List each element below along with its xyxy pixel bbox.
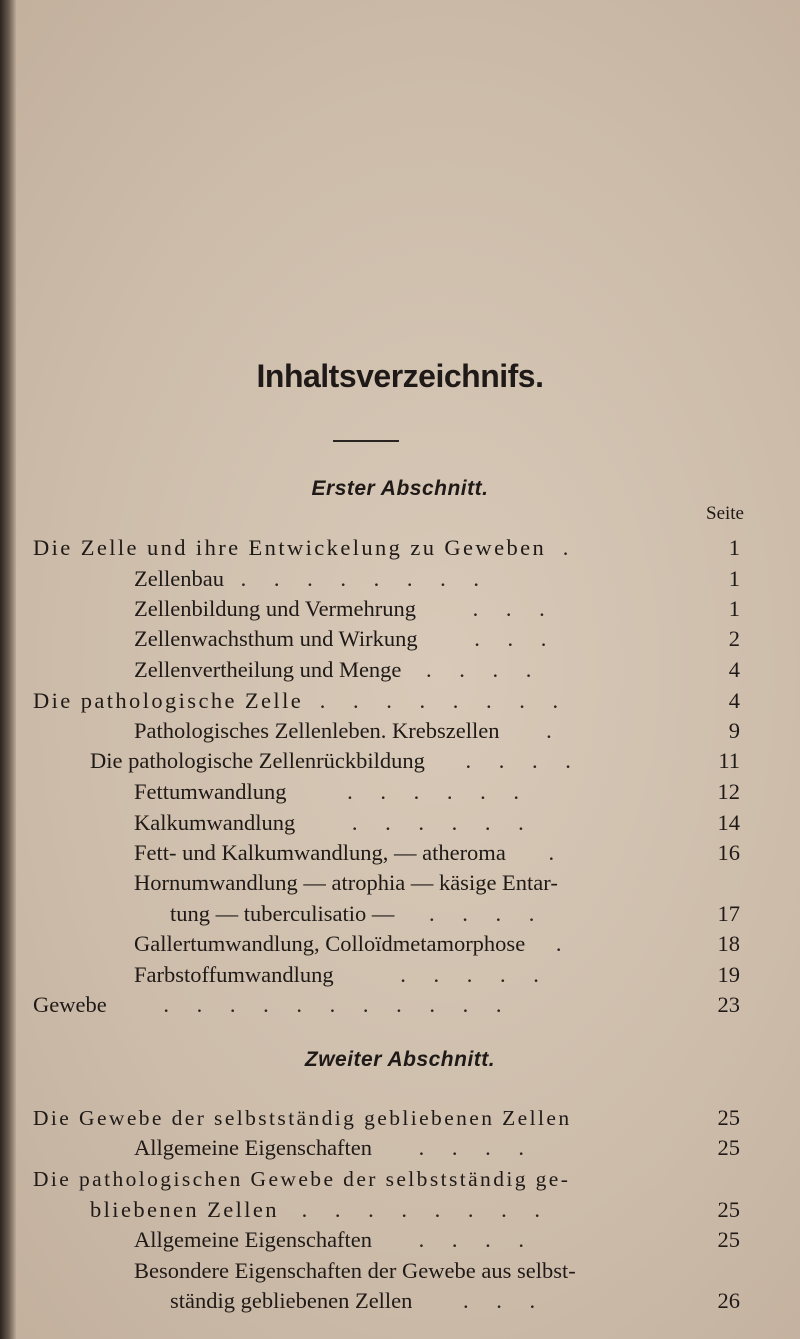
toc-page-number: 17	[717, 901, 740, 926]
toc-entry[interactable]: Kalkumwandlung . . . . . .	[134, 810, 535, 835]
toc-entry[interactable]: Zellenwachsthum und Wirkung . . .	[134, 626, 558, 651]
toc-entry[interactable]: Pathologisches Zellenleben. Krebszellen .	[134, 718, 563, 743]
toc-entry[interactable]: Fettumwandlung . . . . . .	[134, 779, 530, 804]
toc-entry[interactable]: Die Zelle und ihre Entwickelung zu Geweben .	[33, 535, 580, 560]
toc-page-number: 1	[728, 566, 740, 591]
toc-entry[interactable]: ständig gebliebenen Zellen . . .	[170, 1288, 547, 1313]
title-divider	[333, 440, 399, 442]
toc-page-number: 25	[717, 1197, 740, 1222]
toc-entry[interactable]: Zellenbildung und Vermehrung . . .	[134, 596, 556, 621]
toc-entry[interactable]: Zellenvertheilung und Menge . . . .	[134, 657, 543, 682]
toc-entry[interactable]: Allgemeine Eigenschaften . . . .	[134, 1227, 536, 1252]
toc-entry[interactable]: Fett- und Kalkumwandlung, — atheroma .	[134, 840, 566, 865]
toc-entry[interactable]: Die Gewebe der selbstständig gebliebenen Zellen	[33, 1106, 572, 1130]
page-column-label: Seite	[706, 503, 744, 524]
toc-entry[interactable]: Allgemeine Eigenschaften . . . .	[134, 1135, 536, 1160]
toc-page-number: 14	[717, 810, 740, 835]
section-heading-1: Erster Abschnitt.	[311, 477, 489, 500]
toc-page-number: 16	[717, 840, 740, 865]
toc-entry[interactable]: Gewebe . . . . . . . . . . .	[33, 992, 513, 1017]
toc-entry[interactable]: Die pathologische Zelle . . . . . . . .	[33, 688, 570, 713]
toc-page-number: 18	[717, 931, 740, 956]
toc-page-number: 25	[717, 1135, 740, 1160]
toc-page-number: 11	[718, 748, 740, 773]
toc-page-number: 1	[728, 535, 740, 560]
toc-page-number: 26	[717, 1288, 740, 1313]
toc-page-number: 25	[717, 1227, 740, 1252]
toc-entry[interactable]: bliebenen Zellen . . . . . . . .	[90, 1197, 551, 1222]
toc-page-number: 9	[728, 718, 740, 743]
toc-page-number: 25	[717, 1105, 740, 1130]
page-title: Inhaltsverzeichnifs.	[256, 358, 544, 394]
toc-entry[interactable]: Besondere Eigenschaften der Gewebe aus selbst-	[134, 1258, 576, 1283]
toc-entry[interactable]: tung — tuberculisatio — . . . .	[170, 901, 546, 926]
page-spine-shadow	[0, 0, 16, 1339]
toc-page-number: 19	[717, 962, 740, 987]
toc-page-number: 12	[717, 779, 740, 804]
toc-entry[interactable]: Farbstoffumwandlung . . . . .	[134, 962, 550, 987]
toc-page-number: 2	[728, 626, 740, 651]
section-heading-2: Zweiter Abschnitt.	[304, 1048, 496, 1071]
toc-page-number: 4	[728, 688, 740, 713]
toc-page-number: 4	[728, 657, 740, 682]
toc-page-number: 23	[717, 992, 740, 1017]
toc-entry[interactable]: Die pathologischen Gewebe der selbstständig ge-	[33, 1167, 571, 1191]
toc-page-number: 1	[728, 596, 740, 621]
toc-entry[interactable]: Gallertumwandlung, Colloïdmetamorphose .	[134, 931, 573, 956]
toc-entry[interactable]: Zellenbau . . . . . . . .	[134, 566, 490, 591]
toc-entry[interactable]: Die pathologische Zellenrückbildung . . . .	[90, 748, 582, 773]
toc-entry[interactable]: Hornumwandlung — atrophia — käsige Entar-	[134, 870, 558, 895]
